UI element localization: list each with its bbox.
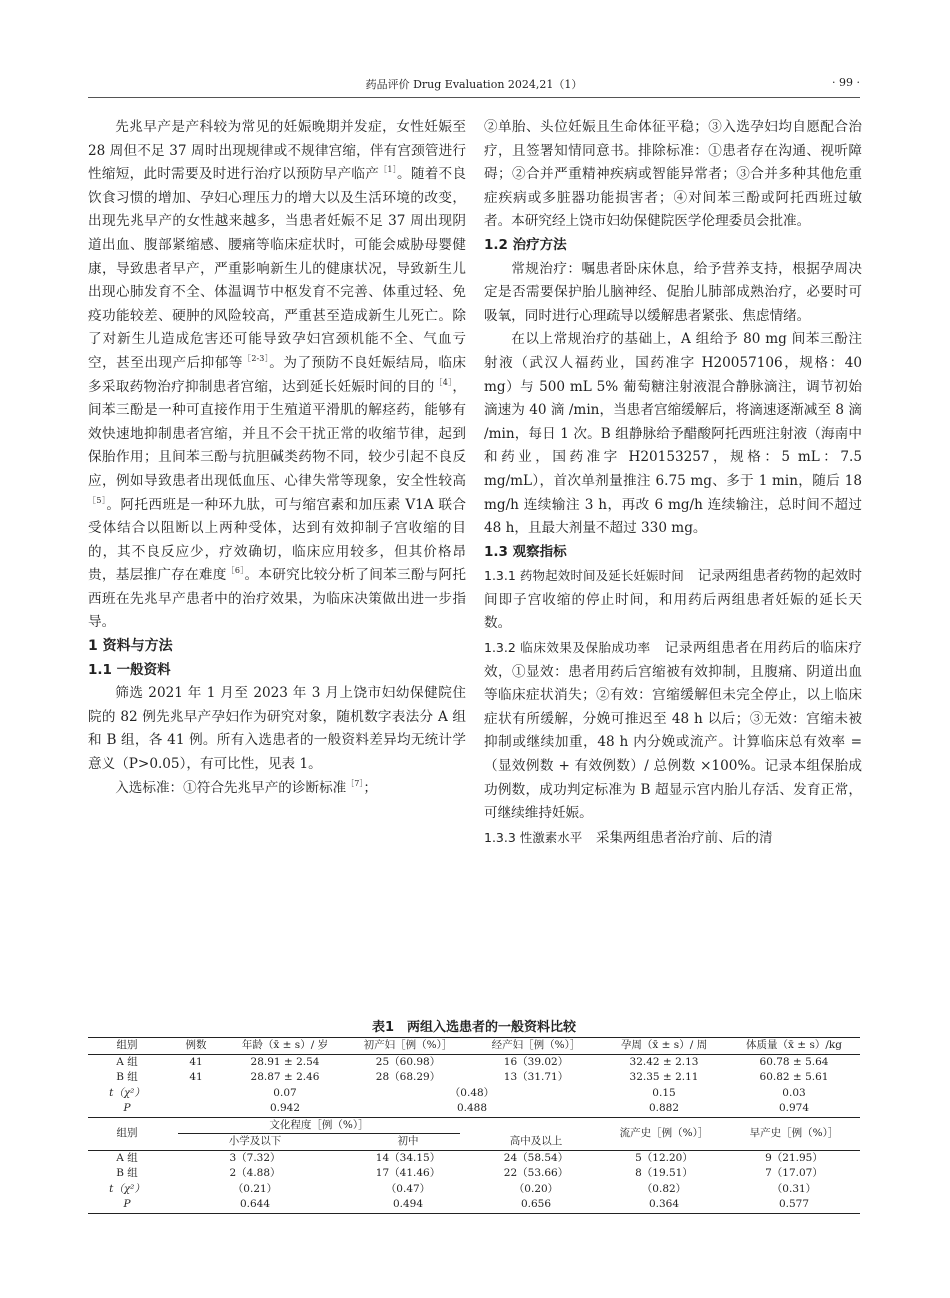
citation[interactable]: ［4］ — [434, 377, 453, 387]
table-row: t（χ²） （0.21） （0.47） （0.20） （0.82） （0.31） — [109, 1182, 817, 1195]
subsubsection-heading: 1.3.2 临床效果及保胎成功率 — [484, 640, 651, 656]
citation[interactable]: ［5］ — [88, 495, 107, 505]
paragraph: 入选标准：①符合先兆早产的诊断标准$^{[7]}$； — [115, 778, 377, 796]
paragraph: 1.3.1 药物起效时间及延长妊娠时间 记录两组患者药物的起效时间即子宫收缩的停止时间，和用药后两组患者妊娠的延长天数。 — [484, 568, 863, 632]
table-row: P 0.644 0.494 0.656 0.364 0.577 — [88, 1197, 860, 1213]
table-header-row: 组别 文化程度［例（%）］ 流产史［例（%）］ 早产史［例（%）］ — [88, 1117, 860, 1134]
subsubsection-heading: 1.3.1 药物起效时间及延长妊娠时间 — [484, 568, 684, 584]
citation[interactable]: ［6］ — [226, 566, 245, 576]
subsection-heading: 1.3 观察指标 — [484, 543, 567, 560]
citation[interactable]: ［7］ — [346, 778, 364, 788]
section-heading: 1 资料与方法 — [88, 638, 173, 655]
page-number: · 99 · — [832, 76, 860, 89]
paragraph: 筛选 2021 年 1 月至 2023 年 3 月上饶市妇幼保健院住院的 82 例先兆早产孕妇作为研究对象，随机数字表法分 A 组和 B 组，各 41 例。所有入选患者的一般资料差异均无统计学意义（P>0.05），有可比性，见表 1。 — [88, 685, 466, 773]
citation[interactable]: ［1］ — [379, 165, 397, 175]
subsubsection-heading: 1.3.3 性激素水平 — [484, 829, 583, 845]
journal-title: 药品评价 Drug Evaluation 2024,21（1） — [365, 78, 583, 91]
page-header — [88, 76, 860, 94]
paragraph: ②单胎、头位妊娠且生命体征平稳；③入选孕妇均自愿配合治疗，且签署知情同意书。排除标准：①患者存在沟通、视听障碍；②合并严重精神疾病或智能异常者；③合并多种其他危重症疾病或多脏器功能损害者；④对间苯三酚或阿托西班过敏者。本研究经上饶市妇幼保健院医学伦理委员会批准。 — [484, 119, 862, 230]
paragraph: 常规治疗：嘱患者卧床休息，给予营养支持，根据孕周决定是否需要保护胎儿脑神经、促胎儿肺部成熟治疗，必要时可吸氧，同时进行心理疏导以缓解患者紧张、焦虑情绪。 — [484, 260, 862, 324]
right-column — [484, 116, 862, 850]
paragraph: 1.3.2 临床效果及保胎成功率 记录两组患者在用药后的临床疗效，①显效：患者用药后宫缩被有效抑制，且腹痛、阴道出血等临床症状消失；②有效：宫缩缓解但未完全停止，以上临床症状有所缓解，分娩可推迟至 48 h 以后；③无效：宫缩未被抑制或继续加重，48 h 内分娩或流产。计算临床总有效率 =（显效例数 + 有效例数）/ 总例数 ×100%。记录本组保胎成功例数，成功判定标准为 B 超显示宫内胎儿存活、发育正常，可继续维持妊娠。 — [484, 640, 863, 822]
table-row: B 组 41 28.87 ± 2.46 28（68.29） 13（31.71） 32.35 ± 2.11 60.82 ± 5.61 — [116, 1071, 829, 1083]
citation[interactable]: ［2-3］ — [242, 353, 270, 363]
table-row: B 组 2（4.88） 17（41.46） 22（53.66） 8（19.51） 7（17.07） — [116, 1167, 823, 1179]
table-row: P 0.942 0.488 0.882 0.974 — [123, 1102, 810, 1114]
header-rule — [88, 97, 860, 98]
table-row: A 组 41 28.91 ± 2.54 25（60.98） 16（39.02） 32.42 ± 2.13 60.78 ± 5.64 — [116, 1055, 829, 1068]
subsection-heading: 1.2 治疗方法 — [484, 236, 567, 253]
table-subheader-row: 小学及以下 初中 高中及以上 — [88, 1134, 860, 1150]
paragraph: 在以上常规治疗的基础上，A 组给予 80 mg 间苯三酚注射液（武汉人福药业，国药准字 H20057106，规格：40 mg）与 500 mL 5% 葡萄糖注射液混合静脉滴注，调节初始滴速为 40 滴 /min，当患者宫缩缓解后，将滴速逐渐减至 8 滴 /min，每日 1 次。B 组静脉给予醋酸阿托西班注射液（海南中和药业，国药准字 H20153257，规格：5 mL：7.5 mg/mL），首次单剂量推注 6.75 mg、多于 1 min，随后 18 mg/h 连续输注 3 h，再改 6 mg/h 连续输注，总时间不超过 48 h，且最大剂量不超过 330 mg。 — [484, 331, 862, 537]
table-row: A 组 3（7.32） 14（34.15） 24（58.54） 5（12.20） 9（21.95） — [116, 1151, 823, 1164]
table-header-row: 组别 例数 年龄（x̄ ± s）/ 岁 初产妇［例（%）］ 经产妇［例（%）］ 孕周（x̄ ± s）/ 周 体质量（x̄ ± s）/kg — [88, 1038, 860, 1055]
data-table — [88, 1037, 860, 1214]
intro-paragraph: 先兆早产是产科较为常见的妊娠晚期并发症，女性妊娠至 28 周但不足 37 周时出现规律或不规律宫缩，伴有宫颈管进行性缩短，此时需要及时进行治疗以预防早产临产$^{[1]}$。随着不良饮食习惯的增加、孕妇心理压力的增大以及生活环境的改变，出现先兆早产的女性越来越多，当患者妊娠不足 37 周出现阴道出血、腹部紧缩感、腰痛等临床症状时，可能会威胁母婴健康，导致患者早产，严重影响新生儿的健康状况，导致新生儿出现心肺发育不全、体温调节中枢发育不完善、体重过轻、免疫功能较差、硬肿的风险较高，严重甚至造成新生儿死亡。除了对新生儿造成危害还可能导致孕妇宫颈机能不全、气血亏空，甚至出现产后抑郁等$^{[2-3]}$。为了预防不良妊娠结局，临床多采取药物治疗抑制患者宫缩，达到延长妊娠时间的目的$^{[4]}$，间苯三酚是一种可直接作用于生殖道平滑肌的解痉药，能够有效快速地抑制患者宫缩，并且不会干扰正常的收缩节律，起到保胎作用；且间苯三酚与抗胆碱类药物不同，较少引起不良反应，例如导致患者出现低血压、心律失常等现象，安全性较高$^{[5]}$。阿托西班是一种环九肽，可与缩宫素和加压素 V1A 联合受体结合以阻断以上两种受体，达到有效抑制子宫收缩的目的，其不良反应少，疗效确切，临床应用较多，但其价格昂贵，基层推广存在难度$^{[6]}$。本研究比较分析了间苯三酚与阿托西班在先兆早产患者中的治疗效果，为临床决策做出进一步指导。 — [88, 119, 467, 631]
table-row: t（χ²） 0.07 （0.48） 0.15 0.03 — [109, 1086, 806, 1099]
paragraph: 1.3.3 性激素水平 采集两组患者治疗前、后的清 — [484, 829, 773, 846]
subsection-heading: 1.1 一般资料 — [88, 661, 171, 678]
left-column — [88, 116, 466, 800]
table-caption: 表1 两组入选患者的一般资料比较 — [371, 1020, 577, 1035]
